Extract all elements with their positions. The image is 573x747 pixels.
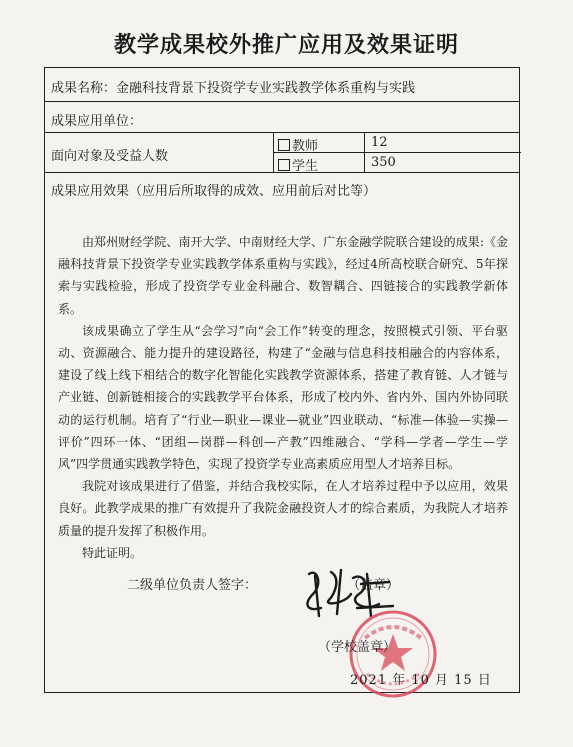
achievement-name: 成果名称：金融科技背景下投资学专业实践教学体系重构与实践	[51, 81, 416, 96]
date: 2021 年 10 月 15 日	[350, 673, 492, 688]
effect-heading: 成果应用效果（应用后所取得的成效、应用前后对比等）	[51, 184, 377, 199]
unit-seal-label: （盖章）	[347, 578, 400, 593]
page-title: 教学成果校外推广应用及效果证明	[113, 33, 459, 58]
paragraph-1: 由郑州财经学院、南开大学、中南财经大学、广东金融学院联合建设的成果:《金融科技背景下投资学专业实践教学体系重构与实践》，经过4所高校联合研究、5年探索与实践检验，形成了投资学专业金科融合、数智耦合、四链接合的实践教学新体系。	[58, 235, 508, 316]
teacher-checkbox[interactable]	[278, 139, 290, 151]
teacher-label: 教师	[292, 139, 319, 154]
certificate-form	[44, 67, 520, 693]
school-seal-label: （学校盖章）	[318, 640, 397, 655]
paragraph-4: 特此证明。	[82, 545, 143, 560]
application-unit-row	[45, 102, 519, 133]
signature-label: 二级单位负责人签字：	[127, 578, 258, 593]
student-checkbox[interactable]	[278, 159, 290, 171]
teacher-count: 12	[364, 133, 521, 152]
achievement-name-row	[45, 68, 519, 102]
paragraph-2: 该成果确立了学生从“会学习”向“会工作”转变的理念，按照模式引领、平台驱动、资源融合、能力提升的建设路径，构建了“金融与信息科技相融合的内容体系，建设了线上线下相结合的数字化智能化实践教学资源体系，搭建了教育链、人才链与产业链、创新链相接合的实践教学平台体系，形成了校内外、省内外、国内外协同联动的运行机制。培育了“行业—职业—课业—就业”四业联动、“标准—体验—实操—评价”四环一体、“团组—岗群—科创—产教”四维融合、“学科—学者—学生—学风”四学贯通实践教学特色，实现了投资学专业高素质应用型人才培养目标。	[58, 323, 508, 472]
target-grid	[273, 133, 521, 172]
student-label: 学生	[292, 159, 319, 174]
student-count: 350	[364, 153, 521, 172]
target-student-row	[274, 153, 521, 172]
effect-body	[58, 231, 508, 564]
target-row	[45, 133, 519, 173]
target-label: 面向对象及受益人数	[51, 149, 169, 164]
target-teacher-row	[274, 133, 521, 153]
paragraph-3: 我院对该成果进行了借鉴，并结合我校实际，在人才培养过程中予以应用，效果良好。此教学成果的推广有效提升了我院金融投资人才的综合素质，为我院人才培养质量的提升发挥了积极作用。	[58, 479, 508, 538]
application-unit-label: 成果应用单位：	[51, 114, 143, 129]
